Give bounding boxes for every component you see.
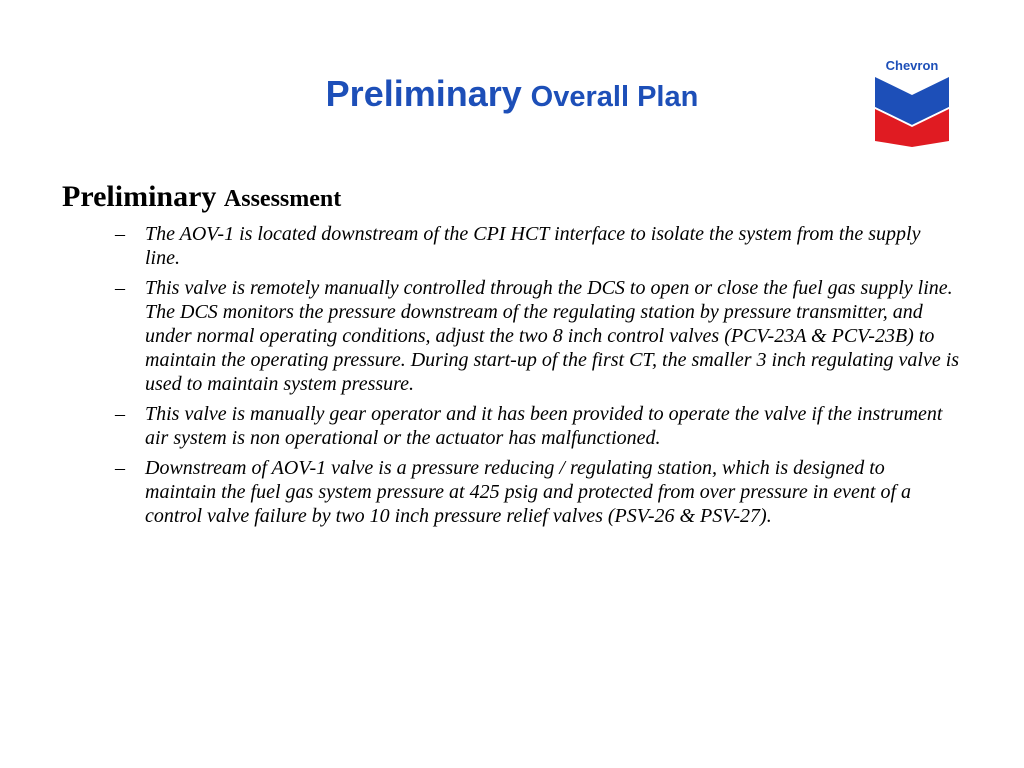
bullet-item bbox=[0, 402, 960, 450]
slide-title bbox=[0, 74, 1024, 114]
dash-marker: – bbox=[115, 223, 125, 245]
bullet-text: The AOV-1 is located downstream of the CPI HCT interface to isolate the system from the supply line. bbox=[145, 223, 921, 269]
bullet-item bbox=[0, 276, 960, 396]
dash-marker: – bbox=[115, 277, 125, 299]
section-heading bbox=[62, 180, 341, 215]
logo-text: Chevron bbox=[885, 58, 939, 73]
bullet-item bbox=[0, 222, 960, 270]
title-main: Preliminary bbox=[325, 73, 522, 114]
dash-marker: – bbox=[115, 403, 125, 425]
chevron-logo bbox=[872, 57, 952, 149]
title-sub: Overall Plan bbox=[530, 81, 699, 113]
section-heading-main: Preliminary bbox=[62, 180, 217, 213]
bullet-list bbox=[0, 222, 960, 534]
section-heading-sub: Assessment bbox=[223, 186, 342, 212]
bullet-item bbox=[0, 456, 960, 528]
chevron-logo-icon bbox=[875, 75, 949, 147]
dash-marker: – bbox=[115, 457, 125, 479]
bullet-text: This valve is manually gear operator and it has been provided to operate the valve if the instrument air system is non operational or the actuator has malfunctioned. bbox=[145, 403, 943, 449]
bullet-text: This valve is remotely manually controlled through the DCS to open or close the fuel gas supply line. The DCS monitors the pressure downstream of the regulating station by pressure transmitter, and under normal operating conditions, adjust the two 8 inch control valves (PCV-23A & PCV-23B) to maintain the operating pressure. During start-up of the first CT, the smaller 3 inch regulating valve is used to maintain system pressure. bbox=[145, 277, 960, 395]
bullet-text: Downstream of AOV-1 valve is a pressure reducing / regulating station, which is designed to maintain the fuel gas system pressure at 425 psig and protected from over pressure in event of a control valve failure by two 10 inch pressure relief valves (PSV-26 & PSV-27). bbox=[145, 457, 912, 527]
